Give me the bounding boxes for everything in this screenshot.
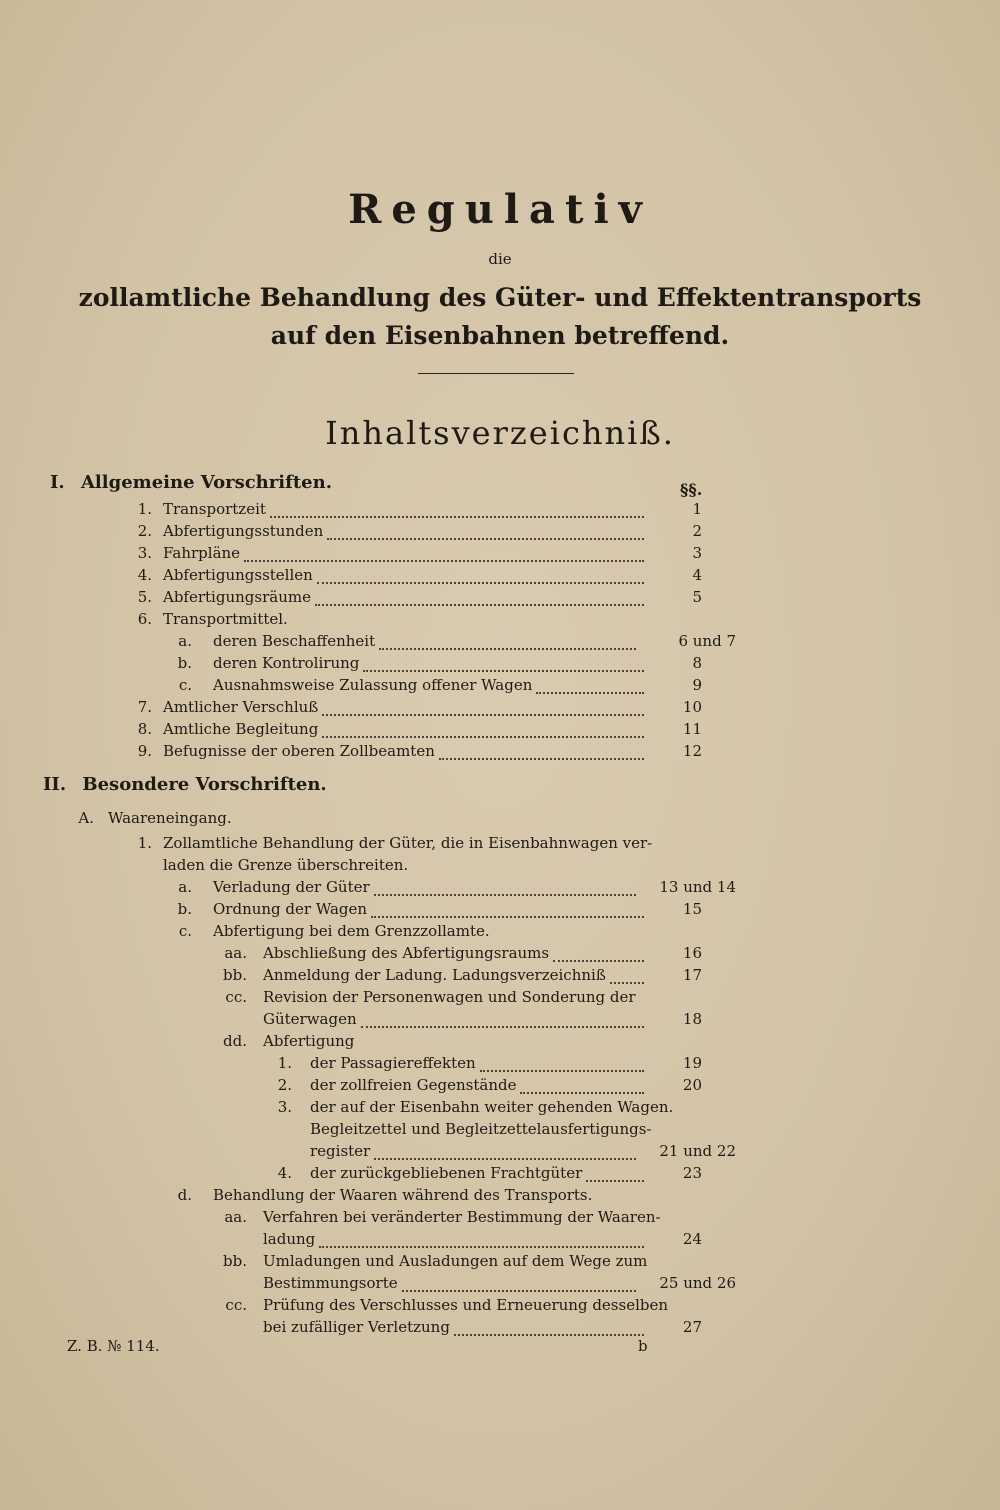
toc-entry-page: 24 bbox=[682, 1230, 702, 1248]
toc-entry-page: 5 bbox=[692, 588, 702, 606]
toc-entry bbox=[0, 854, 1000, 876]
toc-entry-number: 1. bbox=[137, 500, 152, 518]
toc-leader-dots bbox=[315, 594, 644, 606]
toc-entry-page: 19 bbox=[682, 1054, 702, 1072]
toc-entry-text: Verladung der Güter bbox=[213, 878, 370, 896]
toc-entry-number: aa. bbox=[224, 944, 247, 962]
toc-entry-text: Behandlung der Waaren während des Transports. bbox=[213, 1186, 593, 1204]
toc-entry-text: Ausnahmsweise Zulassung offener Wagen bbox=[213, 676, 533, 694]
toc-entry-text: der zollfreien Gegenstände bbox=[310, 1076, 517, 1094]
toc-entry-number: b. bbox=[177, 654, 192, 672]
toc-entry-text: Revision der Personenwagen und Sonderung der bbox=[263, 988, 636, 1006]
toc-entry-number: bb. bbox=[223, 1252, 247, 1270]
toc-entry-page: 25 und 26 bbox=[659, 1274, 736, 1292]
toc-entry-page: 13 und 14 bbox=[659, 878, 736, 896]
toc-entry-number: 7. bbox=[137, 698, 152, 716]
toc-entry-text: Umladungen und Ausladungen auf dem Wege zum bbox=[263, 1252, 648, 1270]
toc-entry bbox=[0, 718, 1000, 740]
toc-entry-number: dd. bbox=[223, 1032, 247, 1050]
toc-leader-dots bbox=[371, 906, 644, 918]
toc-entry-text: Abfertigungsstellen bbox=[163, 566, 313, 584]
toc-entry bbox=[0, 1184, 1000, 1206]
toc-entry-number: 4. bbox=[277, 1164, 292, 1182]
document-subtitle bbox=[0, 279, 1000, 355]
toc-leader-dots bbox=[586, 1170, 644, 1182]
toc-entry-text: Abfertigung bei dem Grenzzollamte. bbox=[213, 922, 490, 940]
toc-entry bbox=[0, 807, 1000, 829]
toc-leader-dots bbox=[439, 748, 644, 760]
toc-entry bbox=[0, 608, 1000, 630]
toc-entry bbox=[0, 1052, 1000, 1074]
toc-entry-page: 27 bbox=[682, 1318, 702, 1336]
toc-leader-dots bbox=[361, 1016, 644, 1028]
toc-entry bbox=[0, 1250, 1000, 1272]
toc-entry-text: register bbox=[310, 1142, 371, 1160]
toc-entry bbox=[0, 630, 1000, 652]
toc-entry-number: 1. bbox=[137, 834, 152, 852]
toc-entry-number: 6. bbox=[137, 610, 152, 628]
toc-entry-number: cc. bbox=[225, 1296, 247, 1314]
toc-entry bbox=[0, 740, 1000, 762]
toc-entry-number: 8. bbox=[137, 720, 152, 738]
toc-entry-page: 23 bbox=[682, 1164, 702, 1182]
toc-entry-number: 2. bbox=[137, 522, 152, 540]
toc-entry-page: 12 bbox=[682, 742, 702, 760]
toc-entry-page: 8 bbox=[692, 654, 702, 672]
toc-entry-page: 11 bbox=[682, 720, 702, 738]
toc-entry bbox=[0, 1316, 1000, 1338]
toc-entry-text: Anmeldung der Ladung. Ladungsverzeichniß bbox=[263, 966, 606, 984]
toc-entry bbox=[0, 1294, 1000, 1316]
toc-leader-dots bbox=[322, 726, 644, 738]
toc-entry-page: 6 und 7 bbox=[678, 632, 736, 650]
footer-reference: Z. B. № 114. bbox=[67, 1337, 160, 1355]
toc-entry-number: 4. bbox=[137, 566, 152, 584]
toc-leader-dots bbox=[520, 1082, 644, 1094]
toc-leader-dots bbox=[480, 1060, 644, 1072]
toc-entry bbox=[0, 1162, 1000, 1184]
toc-entry-text: Abfertigungsstunden bbox=[163, 522, 324, 540]
toc-entry-text: Begleitzettel und Begleitzettelausfertigungs- bbox=[310, 1120, 652, 1138]
toc-entry-text: Abschließung des Abfertigungsraums bbox=[263, 944, 550, 962]
toc-entry-text: Bestimmungsorte bbox=[263, 1274, 398, 1292]
toc-entry-page: 2 bbox=[692, 522, 702, 540]
toc-leader-dots bbox=[322, 704, 644, 716]
toc-entry bbox=[0, 1118, 1000, 1140]
section-1-heading bbox=[50, 472, 332, 493]
toc-leader-dots bbox=[374, 1148, 636, 1160]
toc-entry-number: A. bbox=[78, 809, 94, 827]
toc-entry-page: 1 bbox=[692, 500, 702, 518]
toc-entry-page: 16 bbox=[682, 944, 702, 962]
toc-entry bbox=[0, 586, 1000, 608]
toc-entry-text: laden die Grenze überschreiten. bbox=[163, 856, 409, 874]
section-2-heading bbox=[43, 774, 327, 795]
toc-entry-number: b. bbox=[177, 900, 192, 918]
toc-leader-dots bbox=[363, 660, 644, 672]
toc-entry-text: Zollamtliche Behandlung der Güter, die in Eisenbahnwagen ver- bbox=[163, 834, 653, 852]
footer-signature-mark: b bbox=[638, 1337, 648, 1355]
toc-leader-dots bbox=[402, 1280, 636, 1292]
toc-entry-number: 1. bbox=[277, 1054, 292, 1072]
toc-entry-number: a. bbox=[178, 632, 192, 650]
toc-entry-number: 9. bbox=[137, 742, 152, 760]
toc-entry-text: Verfahren bei veränderter Bestimmung der Waaren- bbox=[263, 1208, 661, 1226]
toc-leader-dots bbox=[610, 972, 644, 984]
toc-entry-text: Abfertigungsräume bbox=[163, 588, 311, 606]
toc-leader-dots bbox=[536, 682, 644, 694]
title-connector: die bbox=[488, 250, 512, 268]
toc-entry-number: c. bbox=[178, 922, 192, 940]
toc-entry-text: Waareneingang. bbox=[108, 809, 232, 827]
document-title: Regulativ bbox=[348, 186, 652, 233]
toc-entry-text: Prüfung des Verschlusses und Erneuerung desselben bbox=[263, 1296, 669, 1314]
toc-leader-dots bbox=[374, 884, 636, 896]
toc-entry bbox=[0, 1272, 1000, 1294]
toc-entry bbox=[0, 1008, 1000, 1030]
toc-entry bbox=[0, 1140, 1000, 1162]
table-of-contents bbox=[0, 462, 1000, 1362]
toc-entry bbox=[0, 832, 1000, 854]
toc-entry bbox=[0, 986, 1000, 1008]
toc-entry-number: cc. bbox=[225, 988, 247, 1006]
toc-entry-text: der auf der Eisenbahn weiter gehenden Wagen. bbox=[310, 1098, 674, 1116]
toc-entry-page: 10 bbox=[682, 698, 702, 716]
toc-entry-text: der zurückgebliebenen Frachtgüter bbox=[310, 1164, 583, 1182]
toc-entry bbox=[0, 564, 1000, 586]
toc-entry-page: 3 bbox=[692, 544, 702, 562]
subtitle-line-1: zollamtliche Behandlung des Güter- und Effektentransports bbox=[78, 283, 922, 312]
toc-leader-dots bbox=[379, 638, 636, 650]
toc-entry-number: 3. bbox=[277, 1098, 292, 1116]
toc-leader-dots bbox=[319, 1236, 644, 1248]
toc-entry-number: bb. bbox=[223, 966, 247, 984]
toc-entry-number: c. bbox=[178, 676, 192, 694]
toc-entry-text: Güterwagen bbox=[263, 1010, 357, 1028]
toc-entry-text: der Passagiereffekten bbox=[310, 1054, 476, 1072]
toc-entry bbox=[0, 498, 1000, 520]
subtitle-line-2: auf den Eisenbahnen betreffend. bbox=[270, 321, 730, 350]
toc-entry bbox=[0, 898, 1000, 920]
toc-entry-page: 4 bbox=[692, 566, 702, 584]
toc-entry bbox=[0, 1206, 1000, 1228]
toc-entry-text: Befugnisse der oberen Zollbeamten bbox=[163, 742, 435, 760]
toc-leader-dots bbox=[454, 1324, 644, 1336]
toc-entry bbox=[0, 876, 1000, 898]
toc-entry-text: deren Kontrolirung bbox=[213, 654, 360, 672]
toc-leader-dots bbox=[270, 506, 644, 518]
toc-leader-dots bbox=[553, 950, 644, 962]
toc-entry-number: 5. bbox=[137, 588, 152, 606]
toc-leader-dots bbox=[244, 550, 644, 562]
toc-entry bbox=[0, 652, 1000, 674]
section-2-number: II. bbox=[43, 774, 67, 795]
toc-entry-text: bei zufälliger Verletzung bbox=[263, 1318, 450, 1336]
toc-entry bbox=[0, 942, 1000, 964]
toc-entry-text: Transportzeit bbox=[163, 500, 266, 518]
toc-entry-text: Fahrpläne bbox=[163, 544, 241, 562]
toc-entry bbox=[0, 920, 1000, 942]
toc-leader-dots bbox=[317, 572, 644, 584]
toc-entry bbox=[0, 1074, 1000, 1096]
toc-entry bbox=[0, 520, 1000, 542]
toc-entry-text: Ordnung der Wagen bbox=[213, 900, 368, 918]
toc-entry-number: 3. bbox=[137, 544, 152, 562]
toc-entry-text: ladung bbox=[263, 1230, 316, 1248]
section-1-number: I. bbox=[50, 472, 65, 493]
toc-entry-page: 15 bbox=[682, 900, 702, 918]
toc-entry-page: 9 bbox=[692, 676, 702, 694]
toc-entry-text: Amtlicher Verschluß bbox=[163, 698, 319, 716]
toc-entry-number: d. bbox=[177, 1186, 192, 1204]
toc-entry bbox=[0, 1096, 1000, 1118]
toc-entry bbox=[0, 1228, 1000, 1250]
toc-entry-number: 2. bbox=[277, 1076, 292, 1094]
toc-entry-text: Transportmittel. bbox=[163, 610, 288, 628]
toc-entry-number: aa. bbox=[224, 1208, 247, 1226]
toc-entry-page: 17 bbox=[682, 966, 702, 984]
section-1-label: Allgemeine Vorschriften. bbox=[80, 472, 332, 493]
toc-entry bbox=[0, 964, 1000, 986]
toc-entry bbox=[0, 1030, 1000, 1052]
divider-rule bbox=[418, 373, 574, 374]
toc-entry-page: 18 bbox=[682, 1010, 702, 1028]
toc-entry bbox=[0, 696, 1000, 718]
toc-entry-text: Abfertigung bbox=[263, 1032, 355, 1050]
toc-title: Inhaltsverzeichniß. bbox=[325, 414, 675, 452]
section-2-label: Besondere Vorschriften. bbox=[82, 774, 327, 795]
toc-entry-page: 21 und 22 bbox=[659, 1142, 736, 1160]
toc-entry-number: a. bbox=[178, 878, 192, 896]
toc-leader-dots bbox=[327, 528, 644, 540]
toc-entry bbox=[0, 542, 1000, 564]
toc-entry-page: 20 bbox=[682, 1076, 702, 1094]
toc-entry-text: Amtliche Begleitung bbox=[163, 720, 319, 738]
toc-entry-text: deren Beschaffenheit bbox=[213, 632, 376, 650]
toc-entry bbox=[0, 674, 1000, 696]
paragraph-column-header: §§. bbox=[680, 480, 703, 499]
